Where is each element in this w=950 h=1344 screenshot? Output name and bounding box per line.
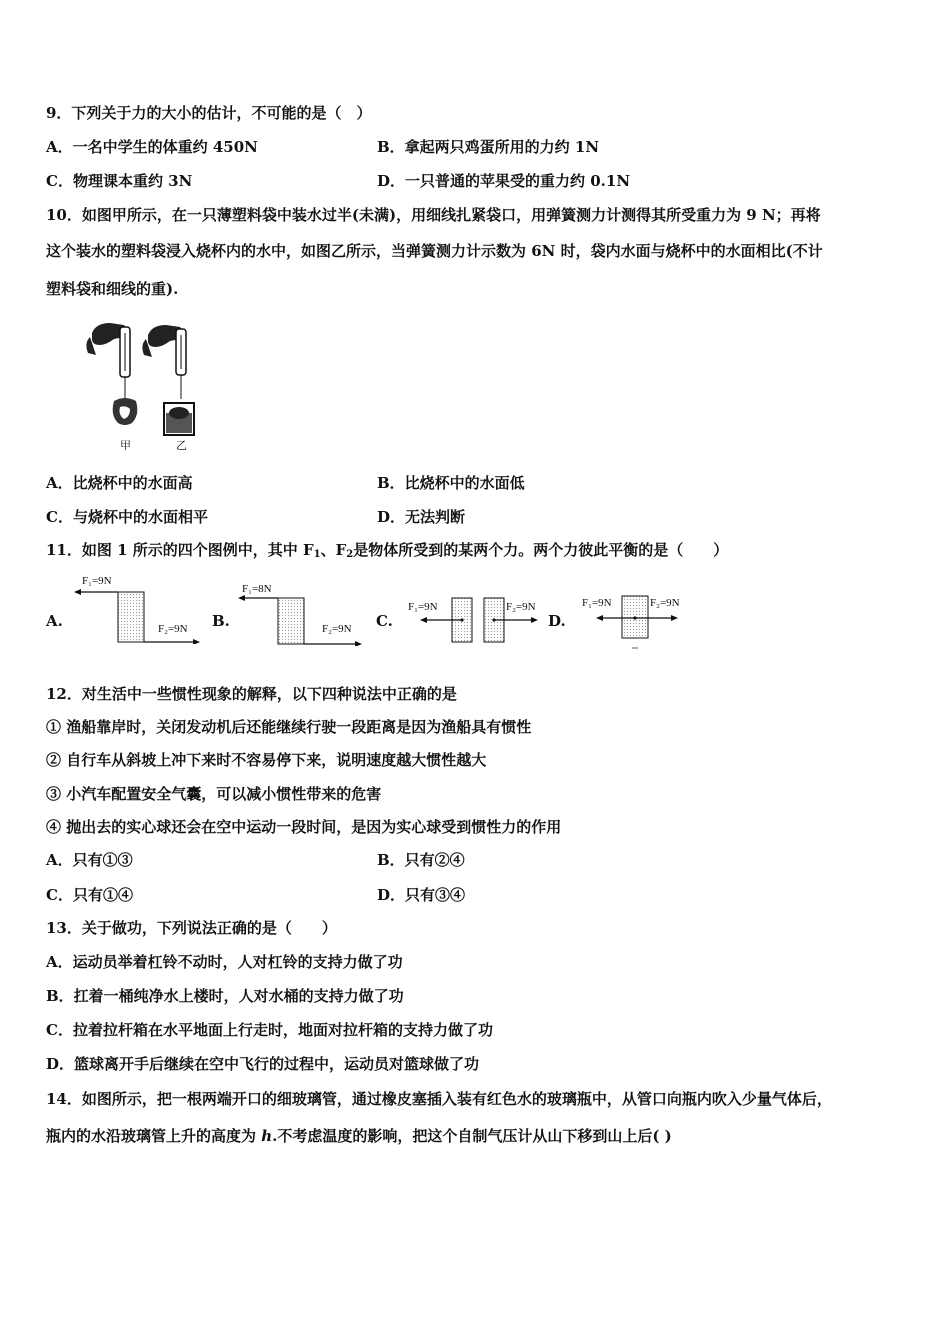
q10-stem-line1: 10．如图甲所示，在一只薄塑料袋中装水过半(未满)，用细线扎紧袋口，用弹簧测力计测得其所受重力为 9 N；再将 <box>46 206 821 224</box>
q12-option-b: B．只有②④ <box>377 851 465 869</box>
q9-option-a: A．一名中学生的体重约 450N <box>46 138 258 156</box>
q12-option-c: C．只有①④ <box>46 886 133 904</box>
q10-option-c: C．与烧杯中的水面相平 <box>46 508 208 526</box>
q10-fig-label-jia: 甲 <box>120 440 131 452</box>
q10-stem-line2: 这个装水的塑料袋浸入烧杯内的水中，如图乙所示，当弹簧测力计示数为 6N 时，袋内水面与烧杯中的水面相比(不计 <box>46 242 823 260</box>
q11-d-f1-label: F₁=9N <box>582 597 612 609</box>
q13-stem: 13．关于做功，下列说法正确的是（ ） <box>46 919 337 937</box>
q11-b-f2-label: F₂=9N <box>322 623 352 635</box>
q11-option-d-label: D. <box>548 612 566 630</box>
q12-stem: 12．对生活中一些惯性现象的解释，以下四种说法中正确的是 <box>46 685 457 703</box>
q10-stem-line3: 塑料袋和细线的重). <box>46 280 179 298</box>
q9-stem: 9．下列关于力的大小的估计，不可能的是（ ） <box>46 104 372 122</box>
q11-diagram-d <box>578 592 688 652</box>
q9-option-c: C．物理课本重约 3N <box>46 172 193 190</box>
q11-option-c-label: C. <box>376 612 393 630</box>
q10-figure-jia <box>86 323 137 425</box>
q11-diagram-c <box>400 594 550 646</box>
q12-option-d: D．只有③④ <box>377 886 466 904</box>
q9-option-d: D．一只普通的苹果受的重力约 0.1N <box>377 172 631 190</box>
q11-option-b-label: B. <box>212 612 230 630</box>
q11-c-f2-label: F₂=9N <box>506 601 536 613</box>
q11-b-f1-label: F₁=8N <box>242 583 272 595</box>
q11-diagram-a <box>72 572 202 644</box>
q12-option-a: A．只有①③ <box>46 851 133 869</box>
q13-option-c: C．拉着拉杆箱在水平地面上行走时，地面对拉杆箱的支持力做了功 <box>46 1021 493 1039</box>
q12-statement-4: ④ 抛出去的实心球还会在空中运动一段时间，是因为实心球受到惯性力的作用 <box>46 818 562 836</box>
q11-d-f2-label: F₂=9N <box>650 597 680 609</box>
q13-option-d: D．篮球离开手后继续在空中飞行的过程中，运动员对篮球做了功 <box>46 1055 480 1073</box>
q11-a-f2-label: F₂=9N <box>158 623 188 635</box>
q11-c-f1-label: F₁=9N <box>408 601 438 613</box>
q10-fig-label-yi: 乙 <box>176 440 187 452</box>
q10-figure-yi <box>142 325 194 435</box>
q10-figure <box>80 315 200 455</box>
q10-option-d: D．无法判断 <box>377 508 466 526</box>
q11-stem: 11．如图 1 所示的四个图例中，其中 $F_1$、$F_2$是物体所受到的某两个力。两个力彼此平衡的是（ ） <box>46 541 729 560</box>
q10-option-a: A．比烧杯中的水面高 <box>46 474 193 492</box>
q11-option-a-label: A. <box>46 612 63 630</box>
q14-stem-line2: 瓶内的水沿玻璃管上升的高度为 h.不考虑温度的影响，把这个自制气压计从山下移到山上后( ) <box>46 1127 672 1145</box>
q11-diagram-b <box>236 578 366 646</box>
q9-option-b: B．拿起两只鸡蛋所用的力约 1N <box>377 138 600 156</box>
q13-option-b: B．扛着一桶纯净水上楼时，人对水桶的支持力做了功 <box>46 987 404 1005</box>
q14-stem-line1: 14．如图所示，把一根两端开口的细玻璃管，通过橡皮塞插入装有红色水的玻璃瓶中，从管口向瓶内吹入少量气体后， <box>46 1090 832 1108</box>
q12-statement-1: ① 渔船靠岸时，关闭发动机后还能继续行驶一段距离是因为渔船具有惯性 <box>46 718 532 736</box>
q12-statement-3: ③ 小汽车配置安全气囊，可以减小惯性带来的危害 <box>46 785 382 803</box>
q10-option-b: B．比烧杯中的水面低 <box>377 474 525 492</box>
q12-statement-2: ② 自行车从斜坡上冲下来时不容易停下来，说明速度越大惯性越大 <box>46 751 487 769</box>
q11-a-f1-label: F₁=9N <box>82 575 112 587</box>
q13-option-a: A．运动员举着杠铃不动时，人对杠铃的支持力做了功 <box>46 953 403 971</box>
